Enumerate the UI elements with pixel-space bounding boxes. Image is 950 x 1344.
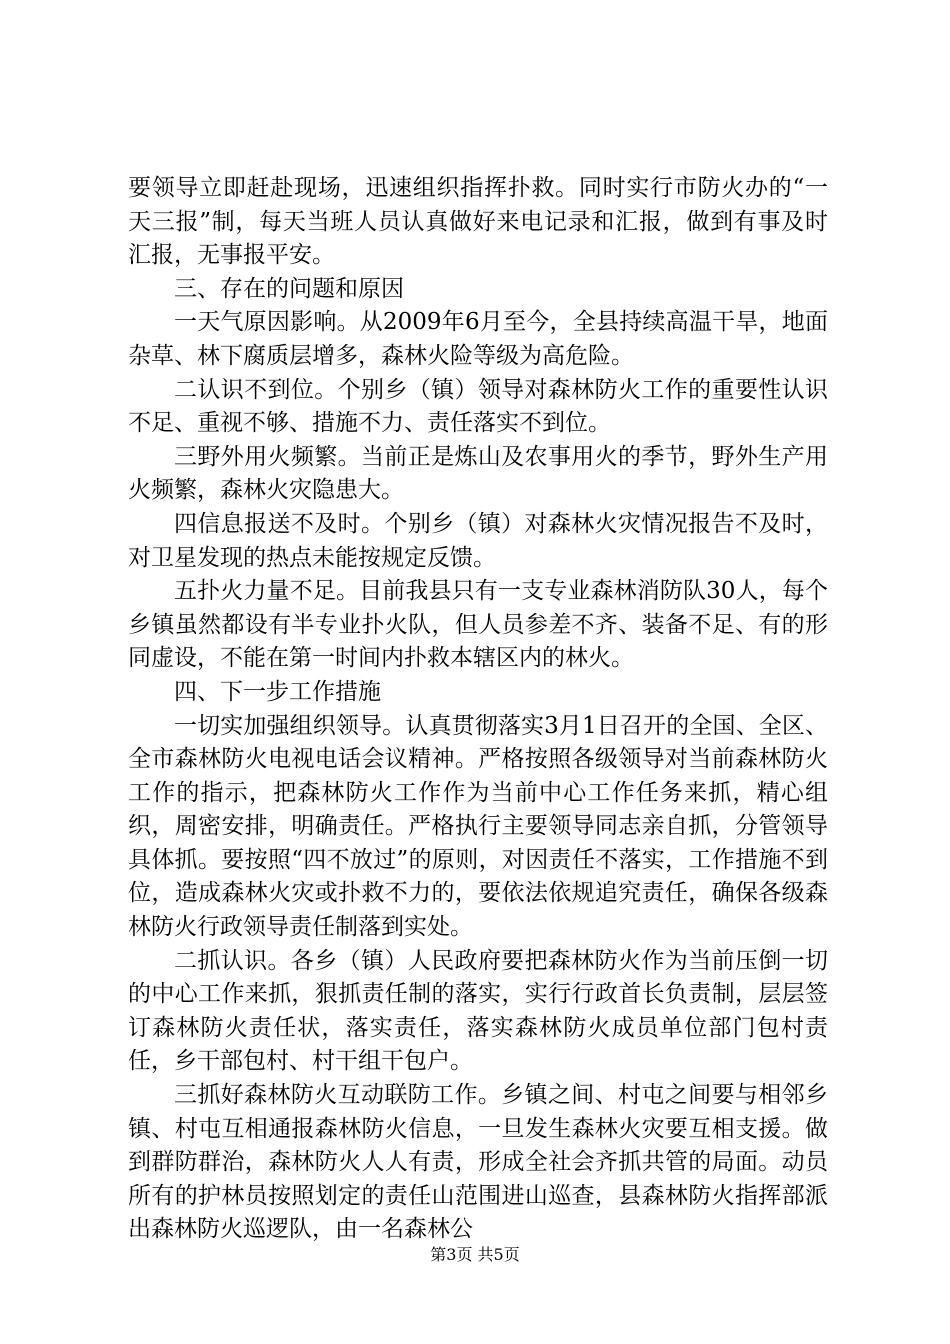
paragraph-joint-defense: 三抓好森林防火互动联防工作。乡镇之间、村屯之间要与相邻乡镇、村屯互相通报森林防火信息，一旦发生森林火灾要互相支援。做到群防群治，森林防火人人有责，形成全社会齐抓共管的局面。动员所有的护林员按照划定的责任山范围进山巡查，县森林防火指挥部派出森林防火巡逻队，由一名森林公 — [128, 1082, 828, 1243]
paragraph-recognition: 二抓认识。各乡（镇）人民政府要把森林防火作为当前压倒一切的中心工作来抓，狠抓责任制的落实，实行行政首长负责制，层层签订森林防火责任状，落实责任，落实森林防火成员单位部门包村责任，乡干部包村、村干组干包户。 — [128, 947, 828, 1075]
paragraph-reporting: 四信息报送不及时。个别乡（镇）对森林火灾情况报告不及时，对卫星发现的热点未能按规定反馈。 — [128, 510, 828, 571]
paragraph-leadership: 一切实加强组织领导。认真贯彻落实3月1日召开的全国、全区、全市森林防火电视电话会议精神。严格按照各级领导对当前森林防火工作的指示，把森林防火工作作为当前中心工作任务来抓，精心组织，周密安排，明确责任。严格执行主要领导同志亲自抓，分管领导具体抓。要按照“四不放过”的原则，对因责任不落实，工作措施不到位，造成森林火灾或扑救不力的，要依法依规追究责任，确保各级森林防火行政领导责任制落到实处。 — [128, 712, 828, 941]
paragraph-continuation: 要领导立即赶赴现场，迅速组织指挥扑救。同时实行市防火办的“一天三报”制，每天当班人员认真做好来电记录和汇报，做到有事及时汇报，无事报平安。 — [128, 175, 828, 269]
section-heading-next-steps: 四、下一步工作措施 — [174, 678, 381, 705]
paragraph-weather: 一天气原因影响。从2009年6月至今，全县持续高温干旱，地面杂草、林下腐质层增多，森林火险等级为高危险。 — [128, 309, 828, 369]
page-number-footer: 第3页 共5页 — [430, 1245, 520, 1264]
paragraph-firefighting-force: 五扑火力量不足。目前我县只有一支专业森林消防队30人，每个乡镇虽然都设有半专业扑火队，但人员参差不齐、装备不足、有的形同虚设，不能在第一时间内扑救本辖区内的林火。 — [128, 578, 828, 672]
paragraph-outdoor-fire: 三野外用火频繁。当前正是炼山及农事用火的季节，野外生产用火频繁，森林火灾隐患大。 — [128, 443, 828, 504]
section-heading-problems: 三、存在的问题和原因 — [174, 275, 404, 302]
document-body — [128, 172, 828, 1247]
paragraph-awareness: 二认识不到位。个别乡（镇）领导对森林防火工作的重要性认识不足、重视不够、措施不力、责任落实不到位。 — [128, 376, 828, 437]
